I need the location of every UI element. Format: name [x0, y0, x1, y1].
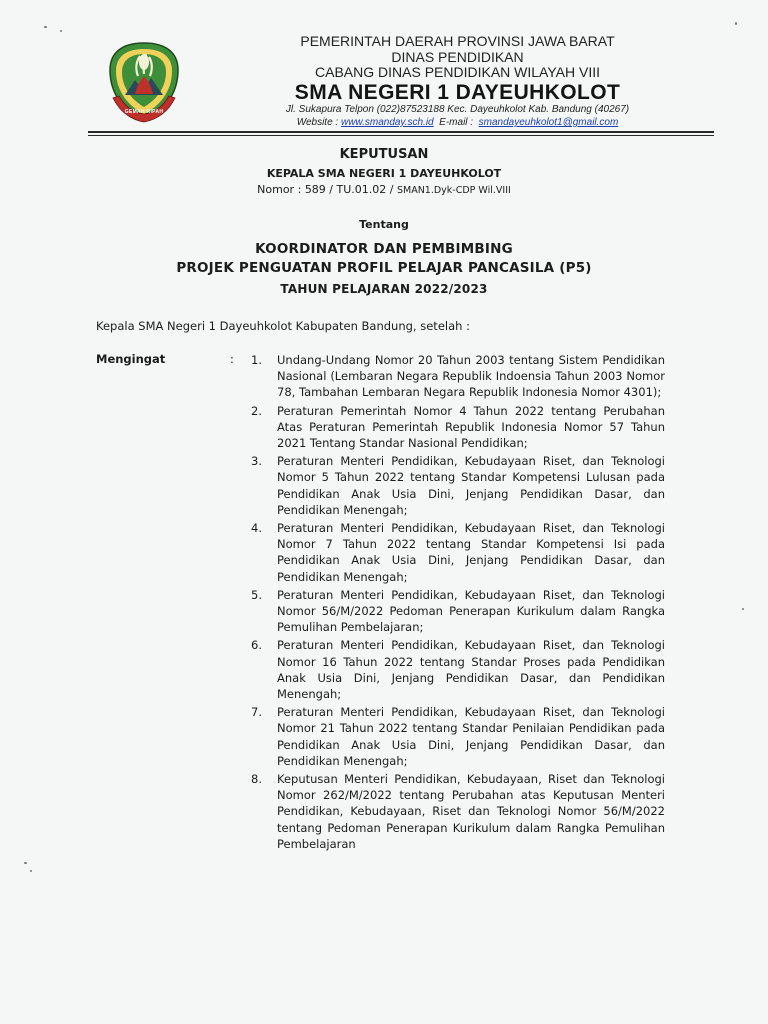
decision-title-line1: KOORDINATOR DAN PEMBIMBING [255, 241, 513, 257]
list-item [245, 403, 665, 452]
list-item [245, 587, 665, 636]
item-number: 6. [251, 638, 262, 653]
website-link[interactable]: www.smanday.sch.id [340, 117, 434, 128]
email-label: E-mail : [439, 117, 474, 128]
item-number: 8. [251, 772, 262, 787]
scan-speck [44, 26, 47, 28]
email-link[interactable]: smandayeuhkolot1@gmail.com [478, 117, 619, 128]
scan-speck [742, 608, 744, 610]
document-number [0, 183, 768, 196]
scan-speck [735, 22, 737, 25]
item-text: Peraturan Menteri Pendidikan, Kebudayaan Riset, dan Teknologi Nomor 56/M/2022 Pedoman Penerapan Kurikulum dalam Rangka Pemulihan Pembelajaran; [277, 587, 665, 635]
list-item [245, 771, 665, 852]
nomor-label: Nomor [257, 183, 295, 196]
letterhead-school-name: SMA NEGERI 1 DAYEUHKOLOT [294, 81, 621, 104]
item-number: 4. [251, 521, 262, 536]
list-item [245, 453, 665, 518]
item-text: Keputusan Menteri Pendidikan, Kebudayaan, Riset dan Teknologi Nomor 262/M/2022 tentang Perubahan atas Keputusan Menteri Pendidikan, Kebudayaan, Riset dan Teknologi Nomor 56/M/2022 tentang Pedoman Penerapan Kurikulum dalam Rangka Pemulihan Pembelajaran [277, 772, 665, 851]
list-item [245, 352, 665, 401]
letterhead-department: DINAS PENDIDIKAN [391, 49, 524, 65]
tentang-label: Tentang [359, 218, 409, 231]
item-text: Undang-Undang Nomor 20 Tahun 2003 tentang Sistem Pendidikan Nasional (Lembaran Negara Republik Indoensia Tahun 2003 Nomor 78, Tambahan Lembaran Negara Republik Indonesia Nomor 4301); [277, 353, 665, 400]
nomor-value: 589 / TU.01.02 / [304, 183, 394, 196]
mengingat-list [245, 352, 665, 854]
list-item [245, 637, 665, 702]
item-text: Peraturan Pemerintah Nomor 4 Tahun 2022 tentang Perubahan Atas Peraturan Pemerintah Republik Indonesia Nomor 57 Tahun 2021 Tentang Standar Nasional Pendidikan; [277, 403, 665, 451]
document-type: KEPUTUSAN [339, 147, 429, 162]
scan-speck [24, 862, 27, 864]
website-label: Website : [296, 117, 339, 128]
letterhead-divider [88, 131, 714, 133]
item-number: 7. [251, 705, 262, 720]
issuer: KEPALA SMA NEGERI 1 DAYEUHKOLOT [266, 167, 502, 180]
item-text: Peraturan Menteri Pendidikan, Kebudayaan Riset, dan Teknologi Nomor 7 Tahun 2022 tentang Standar Kompetensi Isi pada Pendidikan Anak Usia Dini, Jenjang Pendidikan Dasar, dan Pendidikan Menengah; [277, 521, 665, 584]
mengingat-colon: : [230, 352, 234, 366]
scan-speck [60, 30, 62, 32]
decision-title-line2: PROJEK PENGUATAN PROFIL PELAJAR PANCASILA (P5) [176, 260, 592, 276]
item-text: Peraturan Menteri Pendidikan, Kebudayaan Riset, dan Teknologi Nomor 16 Tahun 2022 tentang Standar Proses pada Pendidikan Anak Usia Dini, Jenjang Pendidikan Dasar, dan Pendidikan Menengah; [277, 638, 665, 702]
letterhead-contact [225, 117, 690, 128]
item-number: 1. [251, 353, 262, 367]
list-item [245, 704, 665, 769]
scan-speck [30, 870, 32, 872]
item-number: 3. [251, 454, 262, 469]
intro-statement: Kepala SMA Negeri 1 Dayeuhkolot Kabupaten Bandung, setelah : [96, 319, 470, 333]
letterhead-address: Jl. Sukapura Telpon (022)87523188 Kec. Dayeuhkolot Kab. Bandung (40267) [285, 104, 630, 115]
item-text: Peraturan Menteri Pendidikan, Kebudayaan Riset, dan Teknologi Nomor 5 Tahun 2022 tentang Standar Kompetensi Lulusan pada Pendidikan Anak Usia Dini, Jenjang Pendidikan Dasar, dan Pendidikan Menengah; [277, 454, 665, 517]
letterhead-branch: CABANG DINAS PENDIDIKAN WILAYAH VIII [315, 64, 600, 80]
item-text: Peraturan Menteri Pendidikan, Kebudayaan Riset, dan Teknologi Nomor 21 Tahun 2022 tentang Standar Penilaian Pendidikan pada Pendidikan Anak Usia Dini, Jenjang Pendidikan Dasar, dan Pendidikan Menengah; [277, 705, 665, 768]
letterhead-divider-thin [88, 135, 714, 136]
decision-title-line3: TAHUN PELAJARAN 2022/2023 [280, 282, 488, 296]
nomor-code: SMAN1.Dyk-CDP Wil.VIII [396, 185, 511, 196]
list-item [245, 520, 665, 585]
letterhead-government: PEMERINTAH DAERAH PROVINSI JAWA BARAT [300, 33, 615, 49]
nomor-separator: : [297, 183, 302, 196]
svg-text:GEMAH RIPAH: GEMAH RIPAH [124, 109, 164, 115]
mengingat-label: Mengingat [96, 352, 166, 366]
item-number: 5. [251, 587, 262, 602]
item-number: 2. [251, 403, 262, 418]
provincial-emblem-logo [105, 40, 183, 124]
